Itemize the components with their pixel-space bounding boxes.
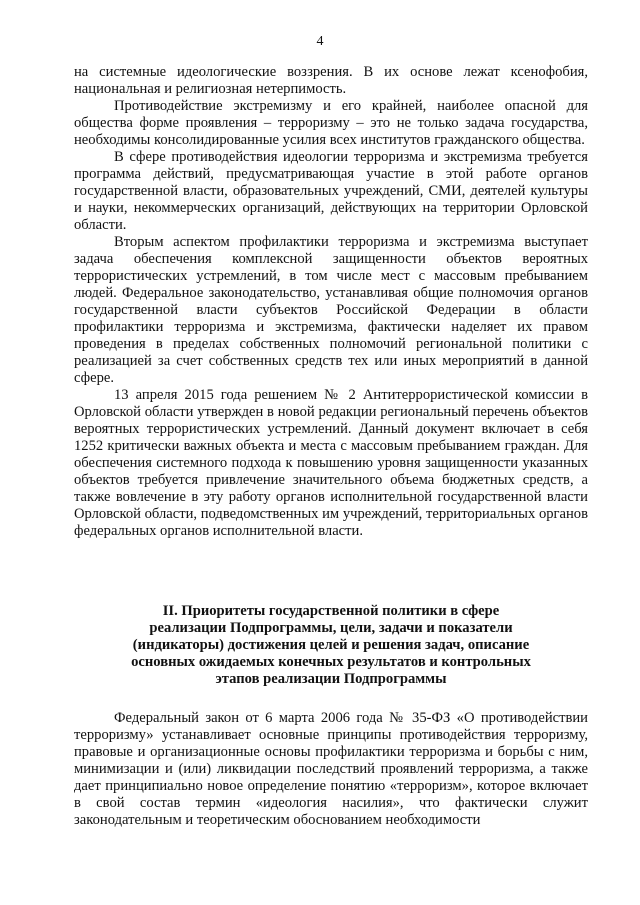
section-heading-line: (индикаторы) достижения целей и решения задач, описание: [132, 637, 530, 653]
paragraph: Противодействие экстремизму и его крайней, наиболее опасной для общества форме проявления – терроризму – это не только задача государства, необходимы консолидированные усилия всех институтов гражданского общества.: [74, 98, 588, 148]
section-heading-line: реализации Подпрограммы, цели, задачи и показатели: [149, 620, 513, 636]
text-block-top: [74, 64, 588, 540]
paragraph: Вторым аспектом профилактики терроризма и экстремизма выступает задача обеспечения комплексной защищенности объектов вероятных террористических устремлений, в том числе мест с массовым пребыванием людей. Федеральное законодательство, устанавливая общие полномочия органов государственной власти субъектов Российской Федерации в области профилактики терроризма и экстремизма, фактически наделяет их правом проведения в пределах собственных полномочий региональной политики с реализацией за счет собственных средств тех или иных мероприятий в данной сфере.: [74, 234, 588, 386]
paragraph: Федеральный закон от 6 марта 2006 года № 35-ФЗ «О противодействии терроризму» устанавливает основные принципы противодействия терроризму, правовые и организационные основы профилактики терроризма и борьбы с ним, минимизации и (или) ликвидации последствий проявлений терроризма, а также дает принципиально новое определение понятию «терроризм», которое включает в свой состав термин «идеология насилия», что фактически служит законодательным и теоретическим обоснованием необходимости: [74, 710, 588, 828]
paragraph: на системные идеологические воззрения. В их основе лежат ксенофобия, национальная и религиозная нетерпимость.: [74, 64, 588, 97]
paragraph: 13 апреля 2015 года решением № 2 Антитеррористической комиссии в Орловской области утвержден в новой редакции региональный перечень объектов вероятных террористических устремлений. Данный документ включает в себя 1252 критически важных объекта и места с массовым пребыванием граждан. Для обеспечения системного подхода к повышению уровня защищенности указанных объектов требуется привлечение значительного объема бюджетных средств, а также вовлечение в эту работу органов исполнительной государственной власти Орловской области, подведомственных им учреждений, территориальных органов федеральных органов исполнительной власти.: [74, 387, 588, 539]
section-heading: [74, 603, 588, 688]
section-heading-line: II. Приоритеты государственной политики в сфере: [162, 603, 500, 619]
section-heading-line: основных ожидаемых конечных результатов и контрольных: [131, 654, 531, 670]
page-number: 4: [316, 34, 324, 49]
paragraph: В сфере противодействия идеологии терроризма и экстремизма требуется программа действий, предусматривающая участие в этой работе органов государственной власти, образовательных учреждений, СМИ, деятелей культуры и науки, некоммерческих организаций, действующих на территории Орловской области.: [74, 149, 588, 233]
section-heading-line: этапов реализации Подпрограммы: [215, 671, 447, 687]
text-block-bottom: [74, 710, 588, 829]
